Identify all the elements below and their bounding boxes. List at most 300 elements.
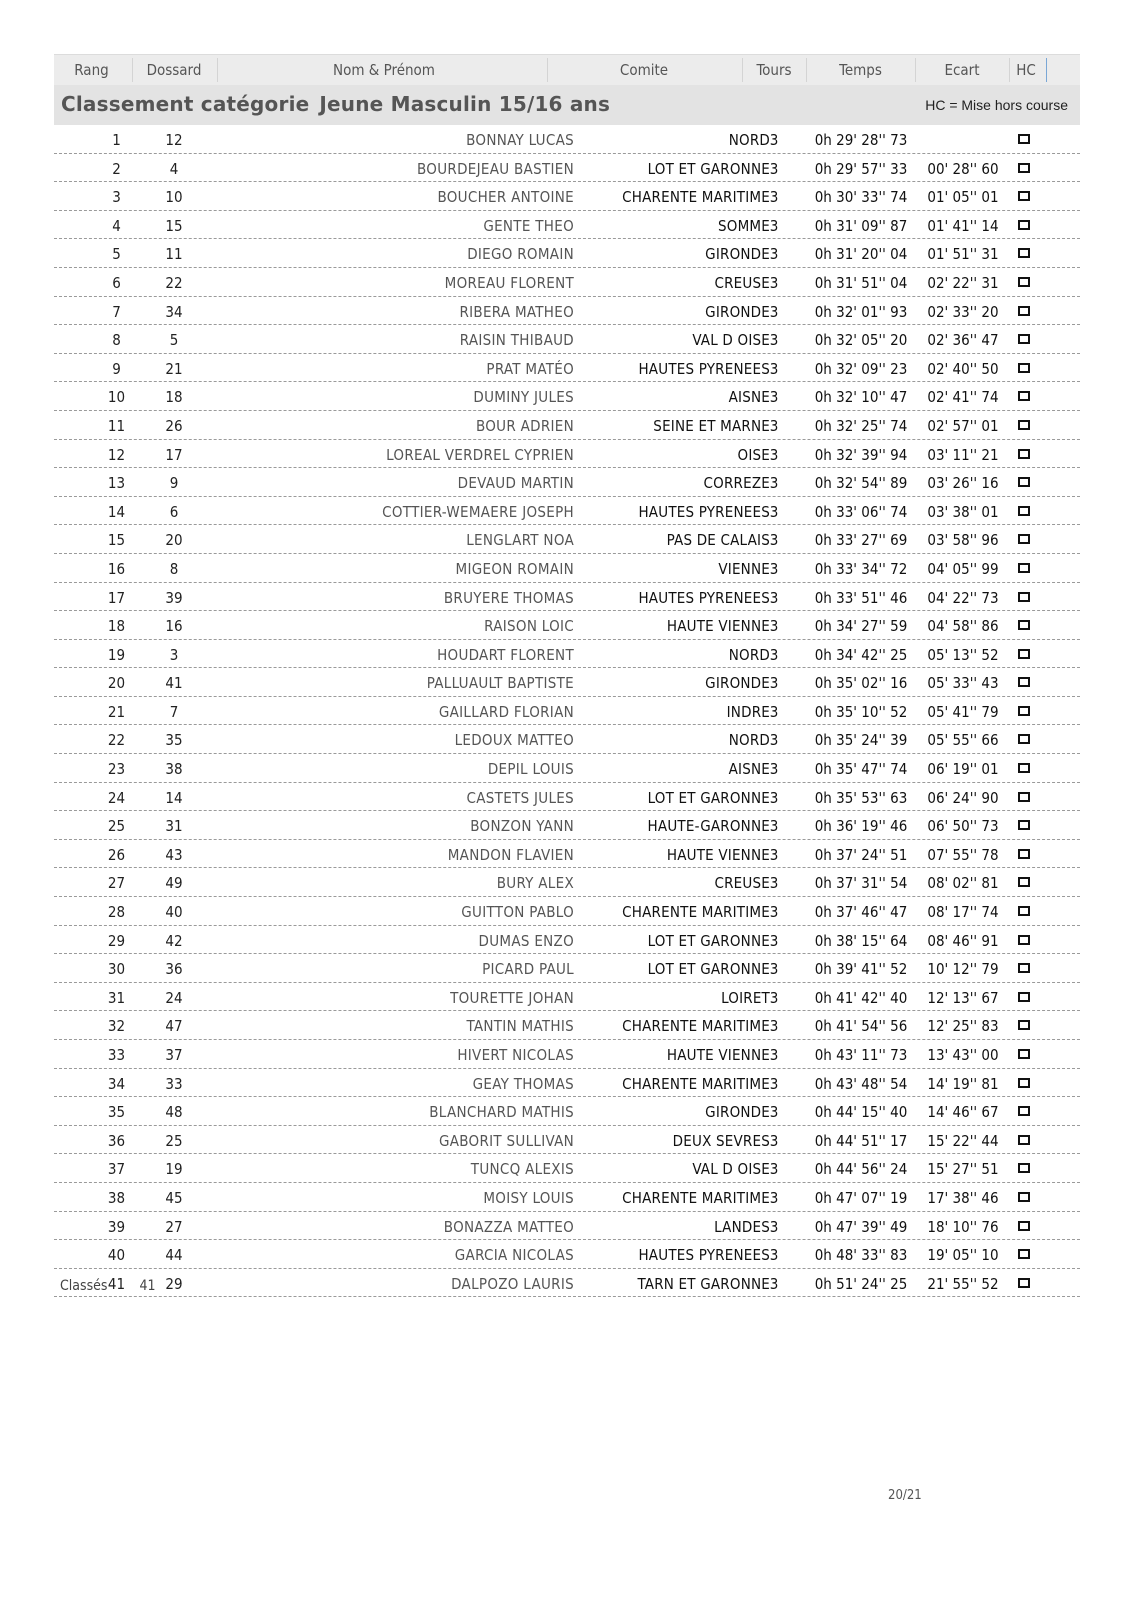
hc-checkbox[interactable]	[1018, 134, 1030, 144]
temps-cell: 0h 37' 24'' 51	[814, 845, 908, 864]
name-cell: LENGLART NOA	[466, 531, 574, 550]
name-cell: GAILLARD FLORIAN	[438, 702, 574, 721]
tours-cell: 3	[769, 960, 779, 979]
name-cell: BRUYERE THOMAS	[443, 588, 574, 607]
comite-cell: GIRONDE	[705, 302, 770, 321]
temps-cell: 0h 38' 15'' 64	[814, 931, 908, 950]
ecart-cell: 02' 36'' 47	[927, 331, 999, 350]
rang-cell: 13	[107, 474, 126, 493]
rang-cell: 6	[112, 273, 121, 292]
name-cell: DEPIL LOUIS	[487, 760, 574, 779]
rang-cell: 3	[112, 188, 121, 207]
table-row	[54, 154, 1080, 183]
temps-cell: 0h 33' 51'' 46	[814, 588, 908, 607]
temps-cell: 0h 41' 54'' 56	[814, 1017, 908, 1036]
name-cell: GUITTON PABLO	[461, 903, 574, 922]
ecart-cell: 05' 55'' 66	[927, 731, 999, 750]
dossard-cell: 21	[165, 359, 183, 378]
hc-checkbox[interactable]	[1018, 1221, 1030, 1231]
temps-cell: 0h 32' 10'' 47	[814, 388, 908, 407]
rang-cell: 14	[107, 502, 126, 521]
results-table	[54, 125, 1080, 1297]
rang-cell: 2	[112, 159, 121, 178]
table-row	[54, 697, 1080, 726]
hc-checkbox[interactable]	[1018, 935, 1030, 945]
hc-checkbox[interactable]	[1018, 592, 1030, 602]
comite-cell: PAS DE CALAIS	[666, 531, 770, 550]
ecart-cell: 04' 58'' 86	[927, 617, 999, 636]
hc-checkbox[interactable]	[1018, 163, 1030, 173]
name-cell: BOURDEJEAU BASTIEN	[417, 159, 574, 178]
hc-checkbox[interactable]	[1018, 620, 1030, 630]
comite-cell: HAUTE VIENNE	[666, 617, 770, 636]
hc-checkbox[interactable]	[1018, 449, 1030, 459]
comite-cell: GIRONDE	[705, 674, 770, 693]
tours-cell: 3	[769, 874, 779, 893]
tours-cell: 3	[769, 645, 779, 664]
temps-cell: 0h 32' 39'' 94	[814, 445, 908, 464]
tours-cell: 3	[769, 502, 779, 521]
tours-cell: 3	[769, 131, 779, 149]
hc-checkbox[interactable]	[1018, 1049, 1030, 1059]
comite-cell: LOT ET GARONNE	[647, 788, 770, 807]
hc-checkbox[interactable]	[1018, 1020, 1030, 1030]
header-separator	[132, 58, 133, 82]
name-cell: GEAY THOMAS	[472, 1074, 574, 1093]
rang-cell: 32	[107, 1017, 126, 1036]
ecart-cell: 02' 40'' 50	[927, 359, 999, 378]
temps-cell: 0h 47' 39'' 49	[814, 1217, 908, 1236]
tours-cell: 3	[769, 1246, 779, 1265]
header-ecart: Ecart	[944, 61, 980, 79]
temps-cell: 0h 32' 05'' 20	[814, 331, 908, 350]
dossard-cell: 15	[165, 216, 183, 235]
hc-checkbox[interactable]	[1018, 220, 1030, 230]
tours-cell: 3	[769, 702, 779, 721]
hc-checkbox[interactable]	[1018, 277, 1030, 287]
ecart-cell: 14' 19'' 81	[927, 1074, 999, 1093]
header-dossard: Dossard	[146, 61, 202, 79]
name-cell: BURY ALEX	[496, 874, 574, 893]
tours-cell: 3	[769, 1103, 779, 1122]
tours-cell: 3	[769, 245, 779, 264]
table-row	[54, 268, 1080, 297]
title-category: Jeune Masculin 15/16 ans	[319, 92, 611, 116]
rang-cell: 27	[107, 874, 126, 893]
tours-cell: 3	[769, 159, 779, 178]
header-nom: Nom & Prénom	[333, 61, 435, 79]
hc-checkbox[interactable]	[1018, 906, 1030, 916]
hc-checkbox[interactable]	[1018, 248, 1030, 258]
tours-cell: 3	[769, 817, 779, 836]
tours-cell: 3	[769, 845, 779, 864]
column-header-row	[54, 54, 1080, 85]
comite-cell: LOT ET GARONNE	[647, 960, 770, 979]
dossard-cell: 6	[169, 502, 179, 521]
classified-summary	[60, 1278, 156, 1294]
header-comite: Comite	[619, 61, 669, 79]
name-cell: CASTETS JULES	[466, 788, 574, 807]
name-cell: MANDON FLAVIEN	[447, 845, 574, 864]
table-row	[54, 1240, 1080, 1269]
ecart-cell: 05' 13'' 52	[927, 645, 999, 664]
comite-cell: INDRE	[726, 702, 770, 721]
tours-cell: 3	[769, 674, 779, 693]
hc-checkbox[interactable]	[1018, 1278, 1030, 1288]
comite-cell: CHARENTE MARITIME	[622, 1017, 770, 1036]
name-cell: PALLUAULT BAPTISTE	[426, 674, 574, 693]
header-hc: HC	[1016, 61, 1036, 79]
table-row	[54, 754, 1080, 783]
table-row	[54, 382, 1080, 411]
ecart-cell: 06' 50'' 73	[927, 817, 999, 836]
hc-checkbox[interactable]	[1018, 677, 1030, 687]
table-row	[54, 926, 1080, 955]
rang-cell: 30	[107, 960, 126, 979]
name-cell: TOURETTE JOHAN	[450, 988, 574, 1007]
ecart-cell: 04' 05'' 99	[927, 559, 999, 578]
dossard-cell: 48	[165, 1103, 183, 1122]
page-number: 20/21	[888, 1488, 922, 1503]
tours-cell: 3	[769, 760, 779, 779]
dossard-cell: 22	[165, 273, 183, 292]
name-cell: DIEGO ROMAIN	[467, 245, 574, 264]
hc-checkbox[interactable]	[1018, 963, 1030, 973]
tours-cell: 3	[769, 474, 779, 493]
tours-cell: 3	[769, 1046, 779, 1064]
table-row	[54, 125, 1080, 154]
ecart-cell: 13' 43'' 00	[927, 1046, 999, 1064]
hc-checkbox[interactable]	[1018, 506, 1030, 516]
header-separator	[547, 58, 548, 82]
tours-cell: 3	[769, 903, 779, 922]
tours-cell: 3	[769, 1017, 779, 1036]
temps-cell: 0h 37' 31'' 54	[814, 874, 908, 893]
temps-cell: 0h 30' 33'' 74	[814, 188, 908, 207]
rang-cell: 36	[107, 1131, 126, 1150]
temps-cell: 0h 43' 48'' 54	[814, 1074, 908, 1093]
table-row	[54, 983, 1080, 1012]
dossard-cell: 40	[165, 903, 183, 922]
ecart-cell: 07' 55'' 78	[927, 845, 999, 864]
tours-cell: 3	[769, 1217, 779, 1236]
tours-cell: 3	[769, 359, 779, 378]
name-cell: RIBERA MATHEO	[459, 302, 574, 321]
ecart-cell: 02' 33'' 20	[927, 302, 999, 321]
table-row	[54, 325, 1080, 354]
rang-cell: 29	[107, 931, 126, 950]
hc-checkbox[interactable]	[1018, 1106, 1030, 1116]
header-separator	[217, 58, 218, 82]
rang-cell: 33	[107, 1046, 126, 1064]
header-separator	[1009, 58, 1010, 82]
rang-cell: 20	[107, 674, 126, 693]
comite-cell: HAUTES PYRENEES	[638, 588, 770, 607]
tours-cell: 3	[769, 788, 779, 807]
name-cell: BLANCHARD MATHIS	[429, 1103, 574, 1122]
dossard-cell: 12	[165, 131, 183, 149]
ecart-cell: 02' 57'' 01	[927, 416, 999, 435]
rang-cell: 17	[107, 588, 126, 607]
ecart-cell: 06' 19'' 01	[927, 760, 999, 779]
table-row	[54, 1212, 1080, 1241]
dossard-cell: 4	[169, 159, 179, 178]
name-cell: DALPOZO LAURIS	[451, 1274, 574, 1293]
dossard-cell: 41	[165, 674, 183, 693]
tours-cell: 3	[769, 588, 779, 607]
comite-cell: LANDES	[714, 1217, 770, 1236]
tours-cell: 3	[769, 559, 779, 578]
header-separator	[742, 58, 743, 82]
temps-cell: 0h 48' 33'' 83	[814, 1246, 908, 1265]
name-cell: DUMAS ENZO	[478, 931, 574, 950]
tours-cell: 3	[769, 1274, 779, 1293]
name-cell: TUNCQ ALEXIS	[470, 1160, 574, 1179]
temps-cell: 0h 43' 11'' 73	[814, 1046, 908, 1064]
header-rang: Rang	[74, 61, 109, 79]
dossard-cell: 9	[169, 474, 179, 493]
dossard-cell: 44	[165, 1246, 183, 1265]
table-row	[54, 182, 1080, 211]
hc-checkbox[interactable]	[1018, 792, 1030, 802]
dossard-cell: 45	[165, 1188, 183, 1207]
ecart-cell: 15' 22'' 44	[927, 1131, 999, 1150]
temps-cell: 0h 35' 10'' 52	[814, 702, 908, 721]
ecart-cell: 18' 10'' 76	[927, 1217, 999, 1236]
hc-checkbox[interactable]	[1018, 706, 1030, 716]
table-row	[54, 783, 1080, 812]
comite-cell: CHARENTE MARITIME	[622, 1188, 770, 1207]
temps-cell: 0h 51' 24'' 25	[814, 1274, 908, 1293]
hc-checkbox[interactable]	[1018, 420, 1030, 430]
hc-checkbox[interactable]	[1018, 1249, 1030, 1259]
dossard-cell: 16	[165, 617, 183, 636]
temps-cell: 0h 39' 41'' 52	[814, 960, 908, 979]
dossard-cell: 33	[165, 1074, 183, 1093]
name-cell: DUMINY JULES	[473, 388, 574, 407]
name-cell: PRAT MATÉO	[486, 359, 574, 378]
hc-checkbox[interactable]	[1018, 563, 1030, 573]
rang-cell: 5	[112, 245, 121, 264]
table-row	[54, 811, 1080, 840]
temps-cell: 0h 31' 20'' 04	[814, 245, 908, 264]
table-row	[54, 525, 1080, 554]
header-separator	[806, 58, 807, 82]
rang-cell: 8	[112, 331, 121, 350]
comite-cell: CHARENTE MARITIME	[622, 188, 770, 207]
hc-checkbox[interactable]	[1018, 363, 1030, 373]
table-row	[54, 1097, 1080, 1126]
temps-cell: 0h 44' 51'' 17	[814, 1131, 908, 1150]
name-cell: PICARD PAUL	[482, 960, 574, 979]
name-cell: BONNAY LUCAS	[466, 131, 574, 149]
hc-checkbox[interactable]	[1018, 992, 1030, 1002]
table-row	[54, 1269, 1080, 1298]
temps-cell: 0h 35' 47'' 74	[814, 760, 908, 779]
ecart-cell: 00' 28'' 60	[927, 159, 999, 178]
rang-cell: 7	[112, 302, 121, 321]
comite-cell: GIRONDE	[705, 1103, 770, 1122]
ecart-cell: 05' 41'' 79	[927, 702, 999, 721]
ecart-cell: 12' 13'' 67	[927, 988, 999, 1007]
temps-cell: 0h 47' 07'' 19	[814, 1188, 908, 1207]
dossard-cell: 11	[165, 245, 183, 264]
hc-legend: HC = Mise hors course	[925, 97, 1068, 113]
rang-cell: 37	[107, 1160, 126, 1179]
temps-cell: 0h 33' 06'' 74	[814, 502, 908, 521]
hc-checkbox[interactable]	[1018, 1163, 1030, 1173]
tours-cell: 3	[769, 1074, 779, 1093]
dossard-cell: 8	[169, 559, 179, 578]
rang-cell: 12	[107, 445, 126, 464]
hc-checkbox[interactable]	[1018, 306, 1030, 316]
comite-cell: NORD	[728, 645, 770, 664]
comite-cell: NORD	[728, 131, 770, 149]
dossard-cell: 31	[165, 817, 183, 836]
comite-cell: OISE	[737, 445, 770, 464]
table-row	[54, 354, 1080, 383]
table-row	[54, 868, 1080, 897]
table-row	[54, 725, 1080, 754]
hc-checkbox[interactable]	[1018, 191, 1030, 201]
name-cell: RAISON LOIC	[484, 617, 574, 636]
ecart-cell: 03' 58'' 96	[927, 531, 999, 550]
table-row	[54, 640, 1080, 669]
name-cell: RAISIN THIBAUD	[459, 331, 574, 350]
dossard-cell: 24	[165, 988, 183, 1007]
dossard-cell: 49	[165, 874, 183, 893]
table-row	[54, 468, 1080, 497]
table-row	[54, 954, 1080, 983]
comite-cell: CHARENTE MARITIME	[622, 1074, 770, 1093]
hc-checkbox[interactable]	[1018, 649, 1030, 659]
dossard-cell: 35	[165, 731, 183, 750]
ecart-cell: 19' 05'' 10	[927, 1246, 999, 1265]
hc-checkbox[interactable]	[1018, 534, 1030, 544]
hc-checkbox[interactable]	[1018, 849, 1030, 859]
temps-cell: 0h 31' 51'' 04	[814, 273, 908, 292]
ecart-cell: 08' 46'' 91	[927, 931, 999, 950]
table-row	[54, 1011, 1080, 1040]
rang-cell: 39	[107, 1217, 126, 1236]
rang-cell: 24	[107, 788, 126, 807]
rang-cell: 9	[112, 359, 121, 378]
hc-checkbox[interactable]	[1018, 1192, 1030, 1202]
name-cell: HIVERT NICOLAS	[457, 1046, 574, 1064]
temps-cell: 0h 44' 15'' 40	[814, 1103, 908, 1122]
comite-cell: HAUTE VIENNE	[666, 845, 770, 864]
classified-count: 41	[139, 1278, 156, 1294]
tours-cell: 3	[769, 531, 779, 550]
dossard-cell: 27	[165, 1217, 183, 1236]
hc-checkbox[interactable]	[1018, 1135, 1030, 1145]
rang-cell: 34	[107, 1074, 126, 1093]
table-row	[54, 1040, 1080, 1069]
rang-cell: 18	[107, 617, 126, 636]
name-cell: COTTIER-WEMAERE JOSEPH	[382, 502, 574, 521]
dossard-cell: 20	[165, 531, 183, 550]
dossard-cell: 3	[169, 645, 179, 664]
comite-cell: GIRONDE	[705, 245, 770, 264]
dossard-cell: 26	[165, 416, 183, 435]
comite-cell: HAUTES PYRENEES	[638, 1246, 770, 1265]
ecart-cell: 15' 27'' 51	[927, 1160, 999, 1179]
ecart-cell: 05' 33'' 43	[927, 674, 999, 693]
comite-cell: HAUTE VIENNE	[666, 1046, 770, 1064]
header-tours: Tours	[756, 61, 792, 79]
hc-checkbox[interactable]	[1018, 734, 1030, 744]
name-cell: GENTE THEO	[483, 216, 574, 235]
rang-cell: 16	[107, 559, 126, 578]
comite-cell: LOIRET	[721, 988, 770, 1007]
ecart-cell: 02' 22'' 31	[927, 273, 999, 292]
dossard-cell: 36	[165, 960, 183, 979]
name-cell: GARCIA NICOLAS	[454, 1246, 574, 1265]
tours-cell: 3	[769, 931, 779, 950]
category-title-bar	[54, 85, 1080, 125]
ecart-cell: 01' 51'' 31	[927, 245, 999, 264]
temps-cell: 0h 34' 42'' 25	[814, 645, 908, 664]
dossard-cell: 18	[165, 388, 183, 407]
dossard-cell: 37	[165, 1046, 183, 1064]
name-cell: MOREAU FLORENT	[444, 273, 574, 292]
tours-cell: 3	[769, 445, 779, 464]
table-row	[54, 583, 1080, 612]
tours-cell: 3	[769, 988, 779, 1007]
hc-checkbox[interactable]	[1018, 334, 1030, 344]
tours-cell: 3	[769, 216, 779, 235]
comite-cell: SOMME	[717, 216, 770, 235]
name-cell: MOISY LOUIS	[483, 1188, 574, 1207]
hc-checkbox[interactable]	[1018, 763, 1030, 773]
rang-cell: 19	[107, 645, 126, 664]
name-cell: BOUR ADRIEN	[475, 416, 574, 435]
hc-checkbox[interactable]	[1018, 877, 1030, 887]
table-row	[54, 1069, 1080, 1098]
title-prefix: Classement catégorie	[61, 92, 310, 116]
ecart-cell: 12' 25'' 83	[927, 1017, 999, 1036]
hc-checkbox[interactable]	[1018, 477, 1030, 487]
tours-cell: 3	[769, 388, 779, 407]
temps-cell: 0h 33' 27'' 69	[814, 531, 908, 550]
hc-checkbox[interactable]	[1018, 820, 1030, 830]
ecart-cell: 03' 11'' 21	[927, 445, 999, 464]
comite-cell: LOT ET GARONNE	[647, 931, 770, 950]
name-cell: HOUDART FLORENT	[437, 645, 574, 664]
comite-cell: VAL D OISE	[692, 1160, 770, 1179]
dossard-cell: 39	[165, 588, 183, 607]
dossard-cell: 43	[165, 845, 183, 864]
temps-cell: 0h 33' 34'' 72	[814, 559, 908, 578]
tours-cell: 3	[769, 416, 779, 435]
table-row	[54, 1183, 1080, 1212]
temps-cell: 0h 32' 09'' 23	[814, 359, 908, 378]
rang-cell: 40	[107, 1246, 126, 1265]
ecart-cell: 01' 05'' 01	[927, 188, 999, 207]
table-row	[54, 497, 1080, 526]
header-temps: Temps	[839, 61, 882, 79]
hc-checkbox[interactable]	[1018, 1078, 1030, 1088]
comite-cell: NORD	[728, 731, 770, 750]
temps-cell: 0h 32' 54'' 89	[814, 474, 908, 493]
hc-checkbox[interactable]	[1018, 391, 1030, 401]
rang-cell: 1	[112, 131, 121, 149]
temps-cell: 0h 44' 56'' 24	[814, 1160, 908, 1179]
temps-cell: 0h 35' 24'' 39	[814, 731, 908, 750]
tours-cell: 3	[769, 617, 779, 636]
tours-cell: 3	[769, 331, 779, 350]
comite-cell: LOT ET GARONNE	[647, 159, 770, 178]
